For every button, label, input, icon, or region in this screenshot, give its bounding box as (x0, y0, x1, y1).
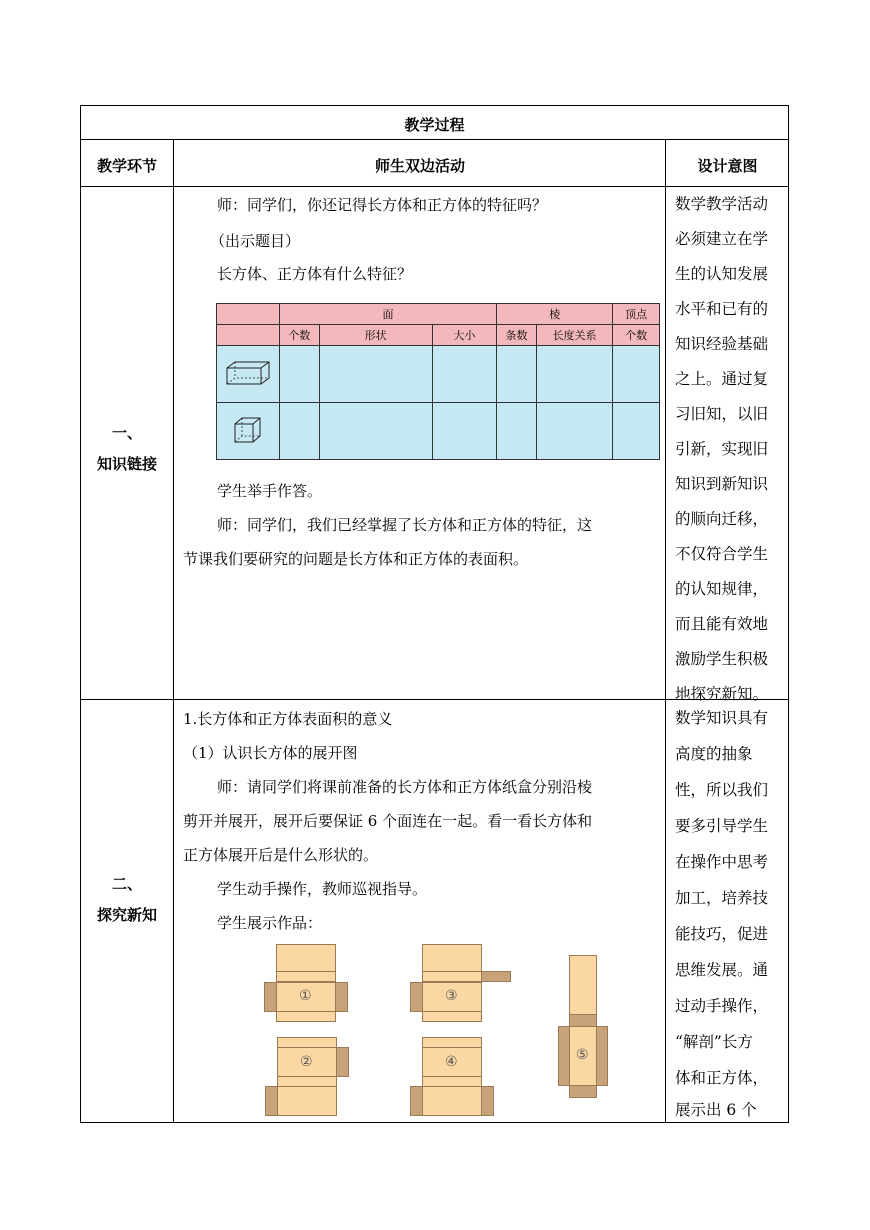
stage-1-num: 一、 (111, 424, 142, 442)
s2-design-line: 性，所以我们 (675, 781, 769, 799)
s2-design-line: 要多引导学生 (675, 817, 769, 835)
col-header-stage: 教学环节 (96, 157, 157, 175)
s1-design-line: 必须建立在学 (675, 230, 769, 248)
s1-design-line: 习旧知，以旧 (675, 405, 769, 423)
s2-design-line: “解剖”长方 (675, 1033, 753, 1051)
s2-design-line: 数学知识具有 (675, 709, 769, 727)
s1-design-line: 而且能有效地 (675, 615, 769, 633)
s2-line-6: 学生动手操作，教师巡视指导。 (217, 880, 428, 898)
s2-design-line: 在操作中思考 (675, 853, 769, 871)
stage-2-num: 二、 (111, 875, 142, 893)
s1-line-2: （出示题目） (210, 232, 301, 250)
s2-design-line: 能技巧，促进 (675, 925, 769, 943)
s1-line-5: 师：同学们，我们已经掌握了长方体和正方体的特征，这 (217, 516, 593, 534)
s1-line-6: 节课我们要研究的问题是长方体和正方体的表面积。 (183, 550, 529, 568)
sub-edge-length: 长度关系 (536, 325, 612, 346)
col-header-activity: 师生双边活动 (374, 157, 465, 175)
s1-design-line: 不仅符合学生 (675, 545, 769, 563)
net-label-2: ② (300, 1054, 313, 1070)
net-label-5: ⑤ (576, 1047, 589, 1063)
sub-edge-count: 条数 (497, 325, 537, 346)
sub-face-shape: 形状 (319, 325, 432, 346)
net-label-4: ④ (445, 1054, 458, 1070)
s1-design-line: 知识经验基础 (675, 335, 769, 353)
net-label-3: ③ (445, 988, 458, 1004)
s1-line-4: 学生举手作答。 (217, 482, 323, 500)
stage-2-name: 探究新知 (96, 906, 157, 924)
s2-design-line: 展示出 6 个 (675, 1101, 757, 1119)
net-label-1: ① (299, 988, 312, 1004)
s2-line-2: （1）认识长方体的展开图 (183, 744, 358, 762)
s1-design-line: 地探究新知。 (675, 685, 769, 703)
cube-icon (217, 403, 280, 460)
s1-design-line: 之上。通过复 (675, 370, 769, 388)
feature-table (216, 303, 660, 460)
table-title: 教学过程 (404, 116, 465, 134)
s1-line-3: 长方体、正方体有什么特征？ (217, 265, 413, 283)
s1-design-line: 水平和已有的 (675, 300, 769, 318)
s1-line-1: 师：同学们，你还记得长方体和正方体的特征吗？ (217, 196, 548, 214)
s2-line-5: 正方体展开后是什么形状的。 (183, 846, 379, 864)
group-edge: 棱 (497, 304, 613, 325)
group-vertex: 顶点 (613, 304, 660, 325)
s2-line-3: 师：请同学们将课前准备的长方体和正方体纸盒分别沿棱 (217, 778, 593, 796)
s2-design-line: 加工，培养技 (675, 889, 769, 907)
sub-vertex-count: 个数 (613, 325, 660, 346)
s1-design-line: 的顺向迁移， (675, 510, 769, 528)
s2-line-7: 学生展示作品： (217, 914, 323, 932)
s2-line-1: 1.长方体和正方体表面积的意义 (183, 710, 393, 728)
sub-face-size: 大小 (432, 325, 497, 346)
s1-design-line: 知识到新知识 (675, 475, 769, 493)
s1-design-line: 的认知规律， (675, 580, 769, 598)
s2-design-line: 过动手操作， (675, 997, 769, 1015)
s2-design-line: 高度的抽象 (675, 745, 753, 763)
s1-design-line: 激励学生积极 (675, 650, 769, 668)
sub-face-count: 个数 (279, 325, 319, 346)
s1-design-line: 数学教学活动 (675, 195, 769, 213)
s2-line-4: 剪开并展开，展开后要保证 6 个面连在一起。看一看长方体和 (183, 812, 593, 830)
s1-design-line: 引新，实现旧 (675, 440, 769, 458)
cuboid-icon (217, 346, 280, 403)
stage-1-name: 知识链接 (96, 455, 157, 473)
s2-design-line: 体和正方体， (675, 1069, 769, 1087)
s1-design-line: 生的认知发展 (675, 265, 769, 283)
col-header-design: 设计意图 (697, 157, 758, 175)
group-face: 面 (279, 304, 496, 325)
s2-design-line: 思维发展。通 (675, 961, 769, 979)
